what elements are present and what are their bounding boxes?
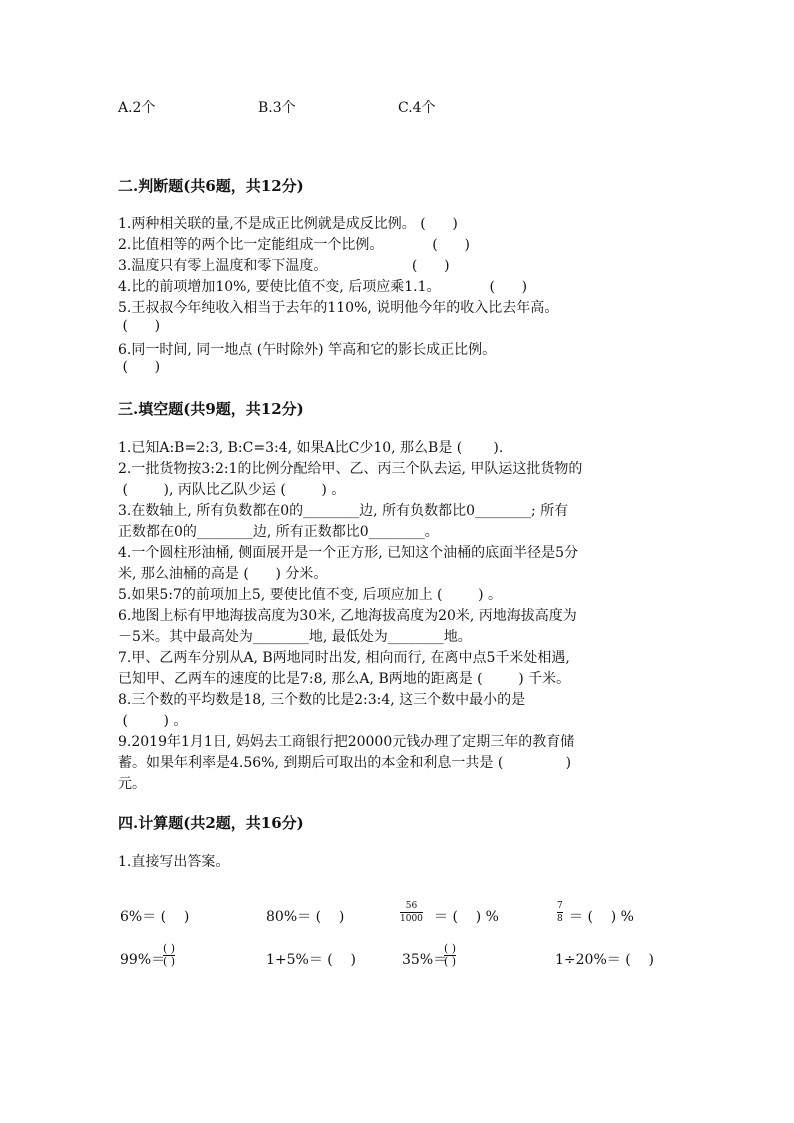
calc-r1-c4: ＝ ( ) %: [569, 909, 634, 925]
fill-line-11: 7.甲、乙两车分别从A, B两地同时出发, 相向而行, 在离中点5千米处相遇,: [118, 650, 570, 666]
calc-r1-c4-fraction: [557, 901, 563, 924]
fraction-numerator: 56: [405, 901, 418, 911]
fill-line-8: 5.如果5:7的前项加上5, 要使比值不变, 后项应加上 ( ) 。: [118, 587, 503, 603]
fraction-bar: [557, 912, 563, 913]
fill-line-9: 6.地图上标有甲地海拔高度为30米, 乙地海拔高度为20米, 丙地海拔高度为: [118, 608, 577, 624]
judge-line-3: 3.温度只有零上温度和零下温度。 ( ): [118, 258, 450, 274]
calc-r1-c3: ＝ ( ) %: [434, 909, 499, 925]
fraction-bar: [400, 912, 423, 913]
fill-line-7: 米, 那么油桶的高是 ( ) 分米。: [118, 566, 328, 582]
calc-r2-c3: 35%＝: [402, 952, 448, 968]
fill-line-13: 8.三个数的平均数是18, 三个数的比是2:3:4, 这三个数中最小的是: [118, 692, 526, 708]
section-4-title: 四.计算题(共2题，共16分): [118, 814, 304, 832]
judge-line-6: 6.同一时间, 同一地点 (午时除外) 竿高和它的影长成正比例。: [118, 342, 497, 358]
calc-r2-c4: 1÷20%＝ ( ): [555, 952, 654, 968]
fill-line-6: 4.一个圆柱形油桶, 侧面展开是一个正方形, 已知这个油桶的底面半径是5分: [118, 545, 579, 561]
calc-r1-c2: 80%＝ ( ): [266, 909, 345, 925]
fill-line-10: －5米。其中最高处为________地, 最低处为________地。: [118, 629, 472, 645]
calc-r2-c1: 99%＝: [120, 952, 166, 968]
fraction-denominator: 8: [557, 914, 563, 924]
fraction-numerator: ( ): [444, 942, 457, 955]
fill-line-5: 正数都在0的________边, 所有正数都比0________。: [118, 524, 439, 540]
fill-line-4: 3.在数轴上, 所有负数都在0的________边, 所有负数都比0________; 所有: [118, 503, 569, 519]
fill-line-16: 蓄。如果年利率是4.56%, 到期后可取出的本金和利息一共是 ( ): [118, 755, 572, 771]
fraction-denominator: 1000: [400, 914, 423, 924]
fill-line-17: 元。: [118, 776, 146, 792]
fill-line-15: 9.2019年1月1日, 妈妈去工商银行把20000元钱办理了定期三年的教育储: [118, 734, 575, 750]
judge-line-1: 1.两种相关联的量,不是成正比例就是成反比例。 ( ): [118, 216, 458, 232]
fill-line-12: 已知甲、乙两车的速度的比是7:8, 那么A, B两地的距离是 ( ) 千米。: [118, 671, 571, 687]
option-b: B.3个: [258, 100, 296, 116]
section-3-title: 三.填空题(共9题，共12分): [118, 400, 304, 418]
calc-r2-c1-fraction: [163, 943, 175, 968]
fill-line-1: 1.已知A:B=2:3, B:C=3:4, 如果A比C少10, 那么B是 ( ).: [118, 440, 504, 456]
calc-r1-c1: 6%＝ ( ): [120, 909, 190, 925]
calc-intro: 1.直接写出答案。: [118, 854, 230, 870]
judge-line-5: 5.王叔叔今年纯收入相当于去年的110%, 说明他今年的收入比去年高。: [118, 300, 559, 316]
option-a: A.2个: [118, 100, 156, 116]
fill-line-14: ( ) 。: [118, 713, 188, 729]
fraction-numerator: 7: [557, 901, 563, 911]
fraction-numerator: ( ): [163, 942, 176, 955]
calc-r1-c3-fraction: [400, 901, 423, 924]
calc-r2-c2: 1+5%＝ ( ): [266, 952, 357, 968]
calc-r2-c3-fraction: [444, 943, 456, 968]
judge-line-4: 4.比的前项增加10%, 要使比值不变, 后项应乘1.1。 ( ): [118, 279, 528, 295]
judge-line-2: 2.比值相等的两个比一定能组成一个比例。 ( ): [118, 237, 470, 253]
fraction-denominator: ( ): [163, 955, 176, 968]
fill-line-3: ( ), 丙队比乙队少运 ( ) 。: [118, 482, 346, 498]
fraction-denominator: ( ): [444, 955, 457, 968]
judge-line-6b: ( ): [118, 359, 161, 375]
section-2-title: 二.判断题(共6题，共12分): [118, 177, 304, 195]
fill-line-2: 2.一批货物按3:2:1的比例分配给甲、乙、丙三个队去运, 甲队运这批货物的: [118, 461, 583, 477]
judge-line-5b: ( ): [118, 318, 161, 334]
option-c: C.4个: [398, 100, 436, 116]
